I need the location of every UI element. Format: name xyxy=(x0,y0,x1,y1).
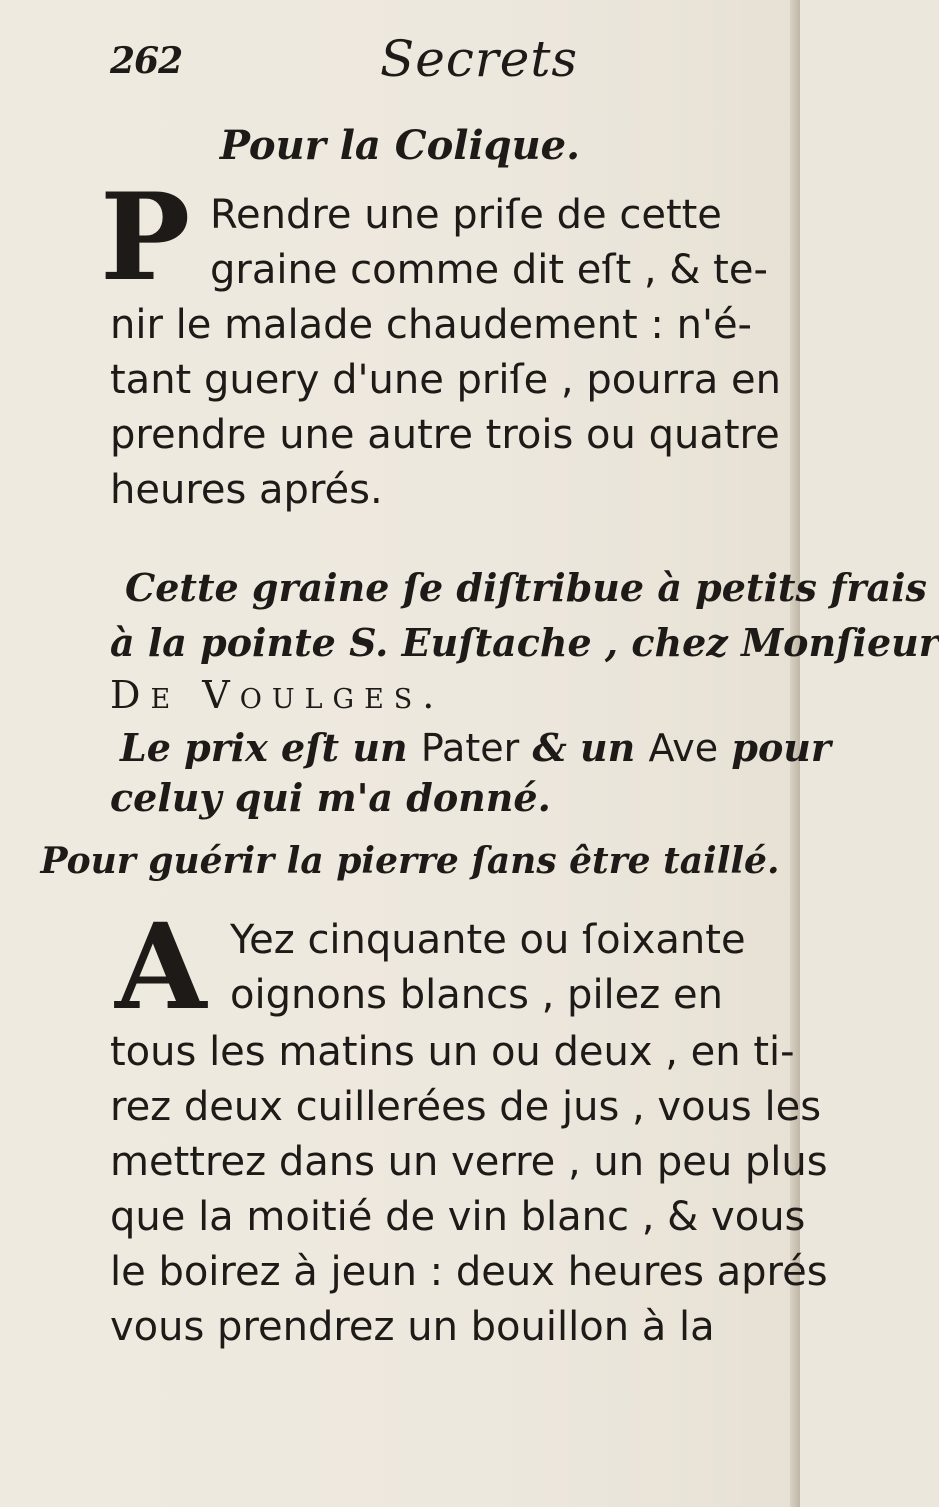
text-line: heures aprés. xyxy=(110,467,383,513)
text-line: que la moitié de vin blanc , & vous xyxy=(110,1194,806,1240)
text-line: tous les matins un ou deux , en ti- xyxy=(110,1029,795,1075)
text-line: Yez cinquante ou ſoixante xyxy=(230,917,746,963)
notice-text: Le prix eſt un xyxy=(120,725,421,770)
text-line: prendre une autre trois ou quatre xyxy=(110,412,780,458)
dropcap-p: P xyxy=(100,167,191,308)
text-line: graine comme dit eſt , & te- xyxy=(210,247,768,293)
text-line: mettrez dans un verre , un peu plus xyxy=(110,1139,828,1185)
text-line: oignons blancs , pilez en xyxy=(230,972,723,1018)
text-line: le boirez à jeun : deux heures aprés xyxy=(110,1249,828,1295)
text-line: vous prendrez un bouillon à la xyxy=(110,1304,715,1350)
text-line: tant guery d'une priſe , pourra en xyxy=(110,357,781,403)
notice-ave: Ave xyxy=(648,726,719,770)
notice-pater: Pater xyxy=(420,726,520,770)
notice-text: pour xyxy=(718,725,831,770)
notice-line: Cette graine ſe diſtribue à petits frais xyxy=(125,565,927,610)
dropcap-a: A xyxy=(115,897,207,1036)
page-header xyxy=(0,30,800,90)
notice-line: à la pointe S. Euſtache , chez Monſieur xyxy=(110,620,939,665)
text-line: Rendre une priſe de cette xyxy=(210,192,722,238)
notice-name: De Voulges. xyxy=(110,673,445,717)
running-title: Secrets xyxy=(380,30,579,88)
section-title-colique: Pour la Colique. xyxy=(219,122,581,169)
notice-line: celuy qui m'a donné. xyxy=(110,775,551,820)
text-line: nir le malade chaudement : n'é- xyxy=(110,302,752,348)
section-title-pierre: Pour guérir la pierre ſans être taillé. xyxy=(40,840,780,882)
notice-text: & un xyxy=(519,725,649,770)
page-number: 262 xyxy=(110,40,183,82)
text-line: rez deux cuillerées de jus , vous les xyxy=(110,1084,822,1130)
